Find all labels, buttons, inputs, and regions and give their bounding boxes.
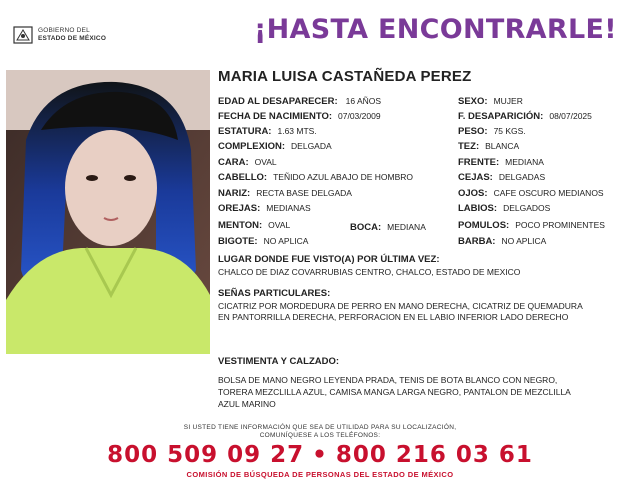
field-value: DELGADOS	[503, 203, 551, 213]
field-value: DELGADA	[291, 141, 332, 151]
field-value: BLANCA	[485, 141, 520, 151]
footer-note-line-1: SI USTED TIENE INFORMACIÓN QUE SEA DE UTILIDAD PARA SU LOCALIZACIÓN,	[183, 424, 457, 431]
field-value: CAFE OSCURO MEDIANOS	[493, 188, 604, 198]
field-edad	[218, 96, 381, 107]
last-seen-label: LUGAR DONDE FUE VISTO(A) POR ÚLTIMA VEZ:	[218, 254, 440, 265]
marks-line-2: EN PANTORRILLA DERECHA, PERFORACION EN EL LABIO INFERIOR LADO DERECHO	[218, 312, 569, 322]
field-label: BARBA:	[458, 236, 496, 247]
field-value: 16 AÑOS	[345, 96, 382, 106]
field-estatura	[218, 126, 317, 137]
field-ojos	[458, 188, 604, 199]
field-value: MEDIANA	[387, 222, 426, 232]
field-cabello	[218, 172, 413, 183]
last-seen-section	[218, 254, 520, 277]
clothing-section	[218, 374, 571, 410]
field-boca	[350, 222, 426, 233]
field-value: MEDIANA	[505, 157, 544, 167]
field-label: CABELLO:	[218, 172, 268, 183]
field-label: F. DESAPARICIÓN:	[458, 111, 544, 122]
clothing-line-3: AZUL MARINO	[218, 399, 276, 409]
distinguishing-marks-section	[218, 288, 583, 323]
field-value: MUJER	[493, 96, 523, 106]
government-logo	[12, 22, 122, 48]
logo-line-2: ESTADO DE MÉXICO	[38, 35, 107, 42]
clothing-line-2: TORERA MEZCLILLA AZUL, CAMISA MANGA LARGA NEGRO, PANTALON DE MEZCLILLA	[218, 387, 571, 397]
field-label: MENTON:	[218, 220, 263, 231]
field-nariz	[218, 188, 352, 199]
field-label: BIGOTE:	[218, 236, 258, 247]
field-labios	[458, 203, 550, 214]
field-label: CARA:	[218, 157, 249, 168]
phone-number-2[interactable]: 800 216 03 61	[335, 442, 533, 468]
commission-name: COMISIÓN DE BÚSQUEDA DE PERSONAS DEL ESTADO DE MÉXICO	[186, 470, 454, 479]
field-barba	[458, 236, 546, 247]
field-label: NARIZ:	[218, 188, 251, 199]
field-sexo	[458, 96, 523, 107]
field-peso	[458, 126, 526, 137]
field-value: OVAL	[254, 157, 277, 167]
field-menton	[218, 220, 290, 231]
phone-numbers	[0, 442, 640, 468]
clothing-label-block	[218, 356, 339, 369]
field-bigote	[218, 236, 308, 247]
field-complexion	[218, 141, 332, 152]
last-seen-value: CHALCO DE DIAZ COVARRUBIAS CENTRO, CHALCO, ESTADO DE MEXICO	[218, 267, 521, 277]
clothing-line-1: BOLSA DE MANO NEGRO LEYENDA PRADA, TENIS DE BOTA BLANCO CON NEGRO,	[218, 375, 558, 385]
field-label: CEJAS:	[458, 172, 493, 183]
field-pomulos	[458, 220, 605, 231]
field-label: POMULOS:	[458, 220, 510, 231]
field-label: OREJAS:	[218, 203, 261, 214]
field-value: TEÑIDO AZUL ABAJO DE HOMBRO	[273, 172, 414, 182]
marks-line-1: CICATRIZ POR MORDEDURA DE PERRO EN MANO DERECHA, CICATRIZ DE QUEMADURA	[218, 301, 583, 311]
field-tez	[458, 141, 519, 152]
field-label: FRENTE:	[458, 157, 500, 168]
field-cejas	[458, 172, 545, 183]
field-label: COMPLEXION:	[218, 141, 286, 152]
field-fecha-desaparicion	[458, 111, 592, 122]
field-value: 08/07/2025	[549, 111, 592, 121]
separator-dot: •	[312, 442, 328, 468]
field-value: NO APLICA	[263, 236, 309, 246]
field-label: EDAD AL DESAPARECER:	[218, 96, 338, 107]
field-fecha-nacimiento	[218, 111, 381, 122]
field-label: BOCA:	[350, 222, 382, 233]
field-value: OVAL	[268, 220, 291, 230]
phone-number-1[interactable]: 800 509 09 27	[107, 442, 305, 468]
field-value: 1.63 MTS.	[277, 126, 317, 136]
field-value: 07/03/2009	[338, 111, 381, 121]
field-label: FECHA DE NACIMIENTO:	[218, 111, 332, 122]
field-orejas	[218, 203, 311, 214]
logo-line-1: GOBIERNO DEL	[38, 27, 90, 34]
field-label: ESTATURA:	[218, 126, 272, 137]
field-frente	[458, 157, 544, 168]
field-value: 75 KGS.	[493, 126, 526, 136]
field-label: OJOS:	[458, 188, 488, 199]
footer-note-line-2: COMUNÍQUESE A LOS TELÉFONOS:	[259, 432, 381, 439]
field-label: TEZ:	[458, 141, 480, 152]
field-value: RECTA BASE DELGADA	[256, 188, 352, 198]
field-label: PESO:	[458, 126, 488, 137]
clothing-label: VESTIMENTA Y CALZADO:	[218, 356, 340, 367]
footer-note	[0, 424, 640, 440]
marks-label: SEÑAS PARTICULARES:	[218, 288, 331, 299]
headline: ¡HASTA ENCONTRARLE!	[254, 14, 617, 45]
field-cara	[218, 157, 277, 168]
field-value: MEDIANAS	[266, 203, 311, 213]
person-photo	[6, 70, 210, 354]
person-name: MARIA LUISA CASTAÑEDA PEREZ	[218, 68, 472, 85]
field-value: DELGADAS	[498, 172, 546, 182]
field-label: LABIOS:	[458, 203, 498, 214]
field-label: SEXO:	[458, 96, 488, 107]
field-value: NO APLICA	[501, 236, 547, 246]
field-value: POCO PROMINENTES	[515, 220, 605, 230]
state-emblem-icon	[12, 24, 34, 46]
